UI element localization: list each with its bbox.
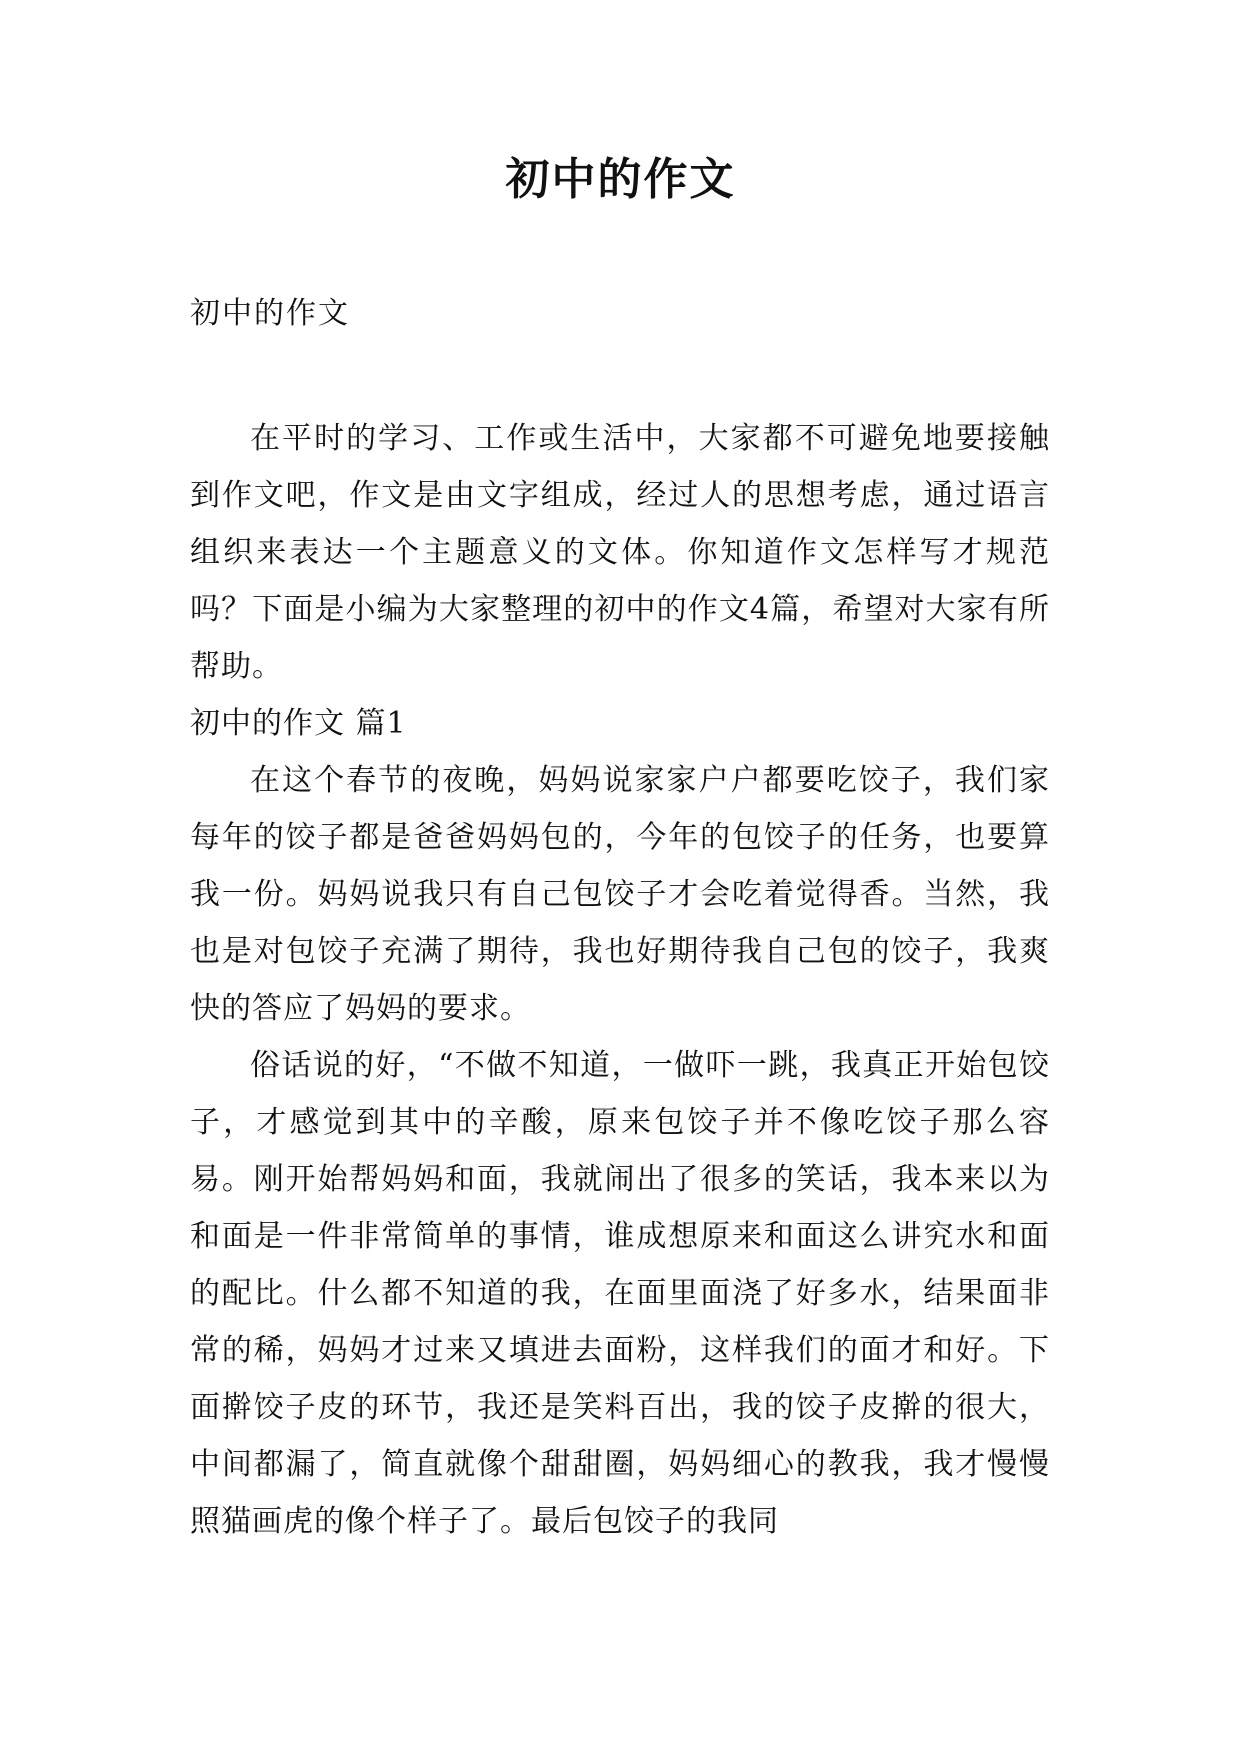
body-paragraph-1: 在这个春节的夜晚，妈妈说家家户户都要吃饺子，我们家每年的饺子都是爸爸妈妈包的，今年的包饺子的任务，也要算我一份。妈妈说我只有自己包饺子才会吃着觉得香。当然，我也是对包饺子充满了期待，我也好期待我自己包的饺子，我爽快的答应了妈妈的要求。 (190, 763, 1050, 1026)
intro-paragraph: 在平时的学习、工作或生活中，大家都不可避免地要接触到作文吧，作文是由文字组成，经过人的思想考虑，通过语言组织来表达一个主题意义的文体。你知道作文怎样写才规范吗？下面是小编为大家整理的初中的作文4篇，希望对大家有所帮助。 (190, 421, 1050, 684)
document-body (190, 410, 1050, 1550)
section-heading: 初中的作文 篇1 (190, 706, 407, 741)
page-title: 初中的作文 (505, 154, 736, 205)
body-paragraph-2: 俗话说的好，“不做不知道，一做吓一跳，我真正开始包饺子，才感觉到其中的辛酸，原来包饺子并不像吃饺子那么容易。刚开始帮妈妈和面，我就闹出了很多的笑话，我本来以为和面是一件非常简单的事情，谁成想原来和面这么讲究水和面的配比。什么都不知道的我，在面里面浇了好多水，结果面非常的稀，妈妈才过来又填进去面粉，这样我们的面才和好。下面擀饺子皮的环节，我还是笑料百出，我的饺子皮擀的很大，中间都漏了，简直就像个甜甜圈，妈妈细心的教我，我才慢慢照猫画虎的像个样子了。最后包饺子的我同 (190, 1048, 1050, 1539)
document-subtitle: 初中的作文 (190, 296, 350, 331)
